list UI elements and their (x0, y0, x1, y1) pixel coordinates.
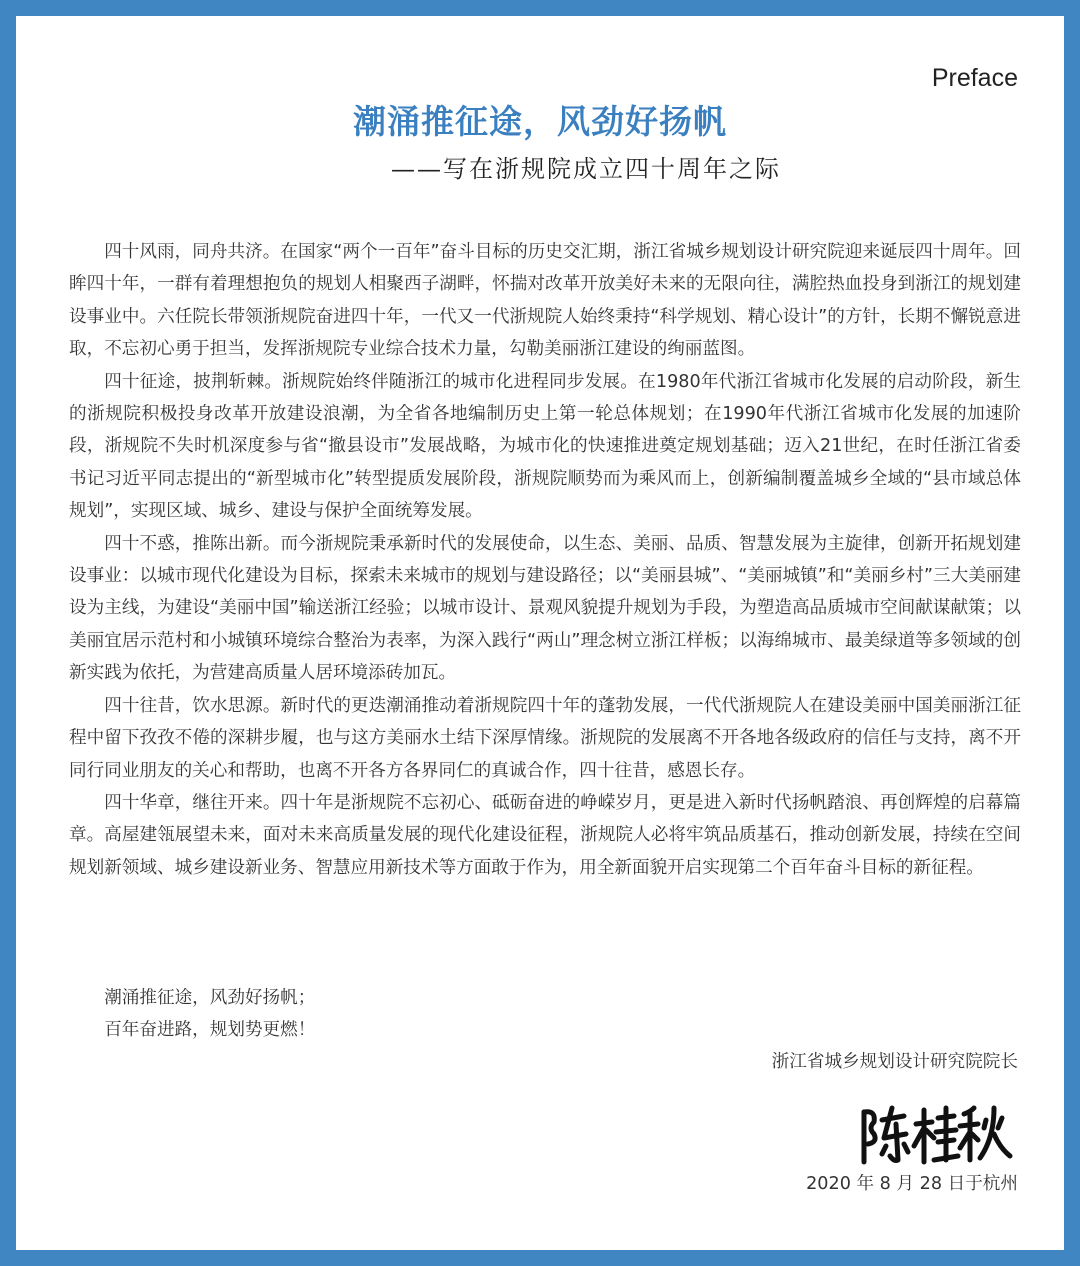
page-title: 潮涌推征途，风劲好扬帆 (353, 102, 727, 141)
page-subtitle: ——写在浙规院成立四十周年之际 (391, 155, 781, 183)
paragraph: 四十征途，披荆斩棘。浙规院始终伴随浙江的城市化进程同步发展。在1980年代浙江省城市化发展的启动阶段，新生的浙规院积极投身改革开放建设浪潮，为全省各地编制历史上第一轮总体规划；在1990年代浙江省城市化发展的加速阶段，浙规院不失时机深度参与省“撤县设市”发展战略，为城市化的快速推进奠定规划基础；迈入21世纪，在时任浙江省委书记习近平同志提出的“新型城市化”转型提质发展阶段，浙规院顺势而为乘风而上，创新编制覆盖城乡全域的“县市域总体规划”，实现区域、城乡、建设与保护全面统筹发展。 (69, 371, 1021, 522)
preface-label: Preface (931, 64, 1018, 92)
preface-page (16, 16, 1064, 1250)
paragraph: 四十往昔，饮水思源。新时代的更迭潮涌推动着浙规院四十年的蓬勃发展，一代代浙规院人在建设美丽中国美丽浙江征程中留下孜孜不倦的深耕步履，也与这方美丽水土结下深厚情缘。浙规院的发展离不开各地各级政府的信任与支持，离不开同行同业朋友的关心和帮助，也离不开各方各界同仁的真诚合作，四十往昔，感恩长存。 (69, 695, 1021, 781)
paragraph: 四十风雨，同舟共济。在国家“两个一百年”奋斗目标的历史交汇期，浙江省城乡规划设计研究院迎来诞辰四十周年。回眸四十年，一群有着理想抱负的规划人相聚西子湖畔，怀揣对改革开放美好未来的无限向往，满腔热血投身到浙江的规划建设事业中。六任院长带领浙规院奋进四十年，一代又一代浙规院人始终秉持“科学规划、精心设计”的方针，长期不懈锐意进取，不忘初心勇于担当，发挥浙规院专业综合技术力量，勾勒美丽浙江建设的绚丽蓝图。 (69, 242, 1021, 360)
author-title: 浙江省城乡规划设计研究院院长 (771, 1052, 1018, 1072)
handwritten-signature (854, 1098, 1014, 1166)
paragraph: 四十不惑，推陈出新。而今浙规院秉承新时代的发展使命，以生态、美丽、品质、智慧发展为主旋律，创新开拓规划建设事业：以城市现代化建设为目标，探索未来城市的规划与建设路径；以“美丽县城”、“美丽城镇”和“美丽乡村”三大美丽建设为主线，为建设“美丽中国”输送浙江经验；以城市设计、景观风貌提升规划为手段，为塑造高品质城市空间献谋献策；以美丽宜居示范村和小城镇环境综合整治为表率，为深入践行“两山”理念树立浙江样板；以海绵城市、最美绿道等多领域的创新实践为依托，为营建高质量人居环境添砖加瓦。 (69, 533, 1021, 684)
verse-line: 潮涌推征途，风劲好扬帆； (104, 988, 316, 1008)
closing-verse (69, 982, 315, 1047)
signing-date: 2020 年 8 月 28 日于杭州 (806, 1174, 1018, 1194)
paragraph: 四十华章，继往开来。四十年是浙规院不忘初心、砥砺奋进的峥嵘岁月，更是进入新时代扬帆踏浪、再创辉煌的启幕篇章。高屋建瓴展望未来，面对未来高质量发展的现代化建设征程，浙规院人必将牢筑品质基石，推动创新发展，持续在空间规划新领域、城乡建设新业务、智慧应用新技术等方面敢于作为，用全新面貌开启实现第二个百年奋斗目标的新征程。 (69, 792, 1021, 878)
body-text (69, 236, 1021, 884)
verse-line: 百年奋进路，规划势更燃！ (104, 1020, 316, 1041)
